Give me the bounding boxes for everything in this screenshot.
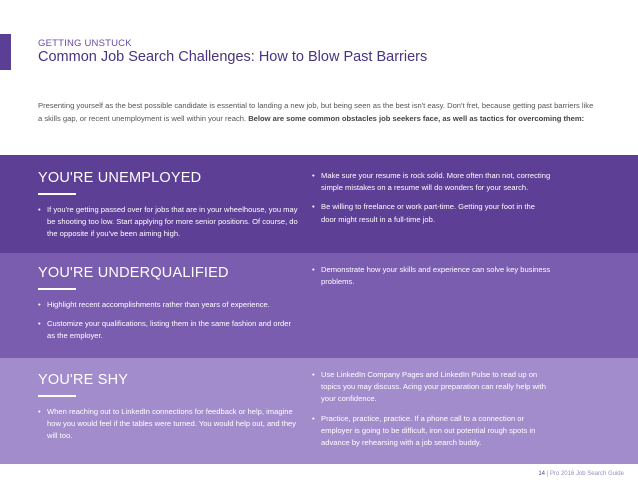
section-divider <box>38 193 76 195</box>
section-unemployed <box>0 155 638 253</box>
list-item: • Highlight recent accomplishments rather than years of experience. <box>38 299 300 311</box>
section-label: GETTING UNSTUCK <box>38 38 132 49</box>
right-bullet-list <box>312 264 552 295</box>
list-item: • Practice, practice, practice. If a phone call to a connection or employer is going to be difficult, iron out potential rough spots in advance by rehearsing with a job search buddy. <box>312 413 552 450</box>
left-bullet-list <box>38 204 300 248</box>
guide-name: Pro 2016 Job Search Guide <box>549 471 624 477</box>
section-underqualified <box>0 253 638 358</box>
list-item: • Be willing to freelance or work part-time. Getting your foot in the door might result in a full-time job. <box>312 201 552 225</box>
page-number: 14 <box>538 471 546 477</box>
list-item: • Make sure your resume is rock solid. More often than not, correcting simple mistakes on a resume will do wonders for your search. <box>312 170 552 194</box>
right-bullet-list <box>312 170 552 233</box>
intro-paragraph <box>38 99 598 125</box>
section-title: YOU'RE SHY <box>38 372 129 388</box>
section-title: YOU'RE UNDERQUALIFIED <box>38 265 229 281</box>
page-footer <box>538 471 624 477</box>
list-item: • If you're getting passed over for jobs that are in your wheelhouse, you may be shooting too low. Start applying for more senior positions. Of course, do the opposite if you've been aiming high. <box>38 204 300 241</box>
section-accent-bar <box>0 34 11 70</box>
page-title: Common Job Search Challenges: How to Blow Past Barriers <box>38 49 428 65</box>
footer-separator: | <box>545 471 550 477</box>
intro-text: Presenting yourself as the best possible candidate is essential to landing a new job, but being seen as the best isn't easy. Don't fret, because getting past barriers like a skills gap, or recent unemployment is well within your reach. <box>38 101 594 123</box>
section-divider <box>38 395 76 397</box>
left-bullet-list <box>38 406 300 450</box>
intro-bold-text: Below are some common obstacles job seekers face, as well as tactics for overcoming them: <box>248 114 585 123</box>
right-bullet-list <box>312 369 552 456</box>
section-title: YOU'RE UNEMPLOYED <box>38 170 202 186</box>
list-item: • Use LinkedIn Company Pages and LinkedIn Pulse to read up on topics you may discuss. Acing your preparation can really help with your confidence. <box>312 369 552 406</box>
section-divider <box>38 288 76 290</box>
section-shy <box>0 358 638 464</box>
left-bullet-list <box>38 299 300 350</box>
list-item: • Customize your qualifications, listing them in the same fashion and order as the employer. <box>38 318 300 342</box>
list-item: • Demonstrate how your skills and experience can solve key business problems. <box>312 264 552 288</box>
list-item: • When reaching out to LinkedIn connections for feedback or help, imagine how you would feel if the tables were turned. You would help out, and they will too. <box>38 406 300 443</box>
